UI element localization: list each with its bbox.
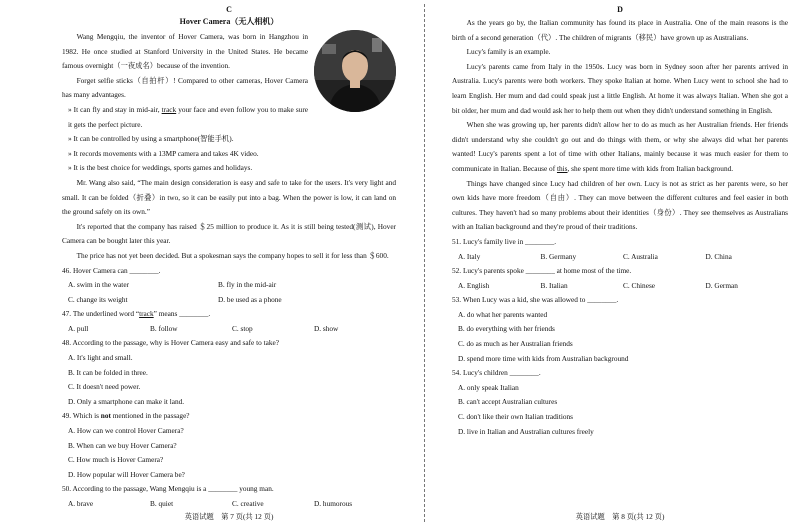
option: A. It's light and small.	[68, 353, 133, 363]
question-52	[452, 264, 788, 293]
option: C. do as much as her Australian friends	[458, 339, 573, 349]
option: D. humorous	[314, 499, 353, 508]
question-stem: 48. According to the passage, why is Hover Camera easy and safe to take?	[62, 338, 280, 348]
option: A. brave	[68, 499, 94, 508]
option: A. only speak Italian	[458, 382, 519, 392]
passage-title: Hover Camera（无人相机）	[179, 17, 279, 26]
page-footer: 英语试题 第 8 页(共 12 页)	[575, 512, 665, 522]
option: D. live in Italian and Australian cultures freely	[458, 426, 594, 436]
stem-text: ” means ________.	[153, 309, 211, 319]
question-stem: 51. Lucy's family live in ________.	[452, 236, 557, 246]
question-stem: 54. Lucy's children ________.	[452, 368, 541, 378]
option: D. How popular will Hover Camera be?	[68, 469, 185, 479]
question-50	[62, 482, 396, 511]
page-footer: 英语试题 第 7 页(共 12 页)	[184, 512, 274, 522]
portrait-illustration	[314, 30, 396, 112]
option: B. do everything with her friends	[458, 324, 555, 334]
paragraph-text: When she was growing up, her parents didn't allow her to do as much as her Australian friends. Her friends didn't understand why she couldn't go out and do things with them, or why she always did what her parents wanted! Lucy's parents spent a lot of time with other Italians, mainly because it was much easier for them to communicate in Italian. Because of	[452, 120, 788, 173]
option: B. When can we buy Hover Camera?	[68, 440, 177, 450]
option: C. change its weight	[68, 294, 128, 304]
option: C. How much is Hover Camera?	[68, 455, 164, 465]
option: B. fly in the mid-air	[218, 280, 277, 290]
option: B. can't accept Australian cultures	[458, 397, 558, 407]
option: C. creative	[232, 499, 264, 508]
page-8	[452, 0, 788, 529]
question-46	[62, 264, 396, 308]
section-label-d: D	[617, 5, 623, 14]
option: B. follow	[150, 323, 178, 333]
underlined-word: track	[139, 309, 154, 319]
question-stem: 53. When Lucy was a kid, she was allowed to ________.	[452, 295, 619, 305]
paragraph: Forget selfie sticks（自拍杆）! Compared to other cameras, Hover Camera has many advantages.	[62, 75, 308, 100]
paragraph: As the years go by, the Italian community has found its place in Australia. One of the main reasons is the birth of a second generation（代）. The children of migrants（移民）have grown up as Australians.	[452, 18, 788, 42]
inventor-photo	[314, 30, 396, 112]
underlined-word: track	[161, 104, 177, 114]
option: D. China	[705, 251, 732, 261]
option: B. Germany	[540, 251, 577, 261]
option: C. stop	[232, 323, 253, 333]
option: B. It can be folded in three.	[68, 367, 148, 377]
option: A. English	[458, 280, 490, 290]
question-51	[452, 235, 788, 264]
question-48	[62, 336, 396, 409]
option: D. spend more time with kids from Australian background	[458, 353, 629, 363]
paragraph: Wang Mengqiu, the inventor of Hover Camera, was born in Hangzhou in 1982. He once studied at Stanford University in the United States. He became famous overnight（一夜成名）because of the invention.	[62, 32, 308, 71]
option: B. Italian	[540, 280, 568, 290]
stem-text: 47. The underlined word “	[62, 309, 140, 319]
bullet-text: your face and even follow you to make sure it gets the perfect picture.	[68, 104, 308, 129]
option: C. Chinese	[623, 280, 656, 290]
paragraph: The price has not yet been decided. But a spokesman says the company hopes to sell it for less than ＄600.	[76, 250, 389, 260]
bullet-text: » It can fly and stay in mid-air,	[68, 104, 162, 114]
section-label-c: C	[226, 5, 232, 14]
paragraph: It's reported that the company has raised ＄25 million to produce it. As it is still being tested(测试), Hover Camera can be bought later this year.	[62, 221, 396, 246]
option: A. Italy	[458, 251, 481, 261]
option: B. quiet	[150, 499, 174, 508]
underlined-word: this	[556, 163, 568, 173]
option: A. pull	[68, 323, 89, 333]
paragraph: Things have changed since Lucy had children of her own. Lucy is not as strict as her parents were, so her own kids have more freedom（自由）. They can move between the different cultures and feel easier in both cultures. They haven't had so many problems about their identities（身份）. They see themselves as Australians with an Italian background and they're proud of their traditions.	[452, 178, 788, 232]
paragraph: Lucy's family is an example.	[466, 47, 551, 57]
question-stem: 46. Hover Camera can ________.	[62, 265, 161, 275]
paragraph: Mr. Wang also said, “The main design consideration is easy and safe to take for the users. It's very light and small. It can be folded（折叠）in two, so it can be easily put into a bag. When the power is low, it can land on the ground safely on its own.”	[62, 177, 396, 217]
question-stem	[62, 409, 396, 424]
option: D. Only a smartphone can make it land.	[68, 396, 185, 406]
option: A. swim in the water	[68, 280, 129, 290]
stem-text: mentioned in the passage?	[110, 411, 190, 421]
option: D. be used as a phone	[218, 294, 282, 304]
option: C. Australia	[623, 251, 658, 261]
option: D. show	[314, 323, 339, 333]
question-stem	[62, 307, 396, 322]
stem-text: 49. Which is	[62, 411, 101, 421]
paragraph: Lucy's parents came from Italy in the 1950s. Lucy was born in Sydney soon after her parents arrived in Australia. Lucy's parents were both workers. They spoke Italian at home. When Lucy went to school she had to learn English. Her mum and dad could speak just a little English. At home it was always Italian. When she got a bit older, her mum and dad would ask her to help them out when they didn't understand something in English.	[452, 61, 788, 115]
bullet-item: » It records movements with a 13MP camera and takes 4K video.	[68, 148, 259, 158]
question-stem: 50. According to the passage, Wang Mengqiu is a ________ young man.	[62, 484, 274, 494]
option: A. How can we control Hover Camera?	[68, 426, 184, 436]
paragraph-text: , she spent more time with kids from Italian background.	[567, 163, 734, 173]
question-47	[62, 307, 396, 336]
page-7	[62, 0, 396, 529]
paragraph	[452, 118, 788, 176]
option: C. It doesn't need power.	[68, 382, 141, 392]
bullet-item: » It can be controlled by using a smartphone(智能手机).	[68, 134, 234, 144]
bullet-item: » It is the best choice for weddings, sports games and holidays.	[68, 163, 253, 173]
option: C. don't like their own Italian traditions	[458, 412, 574, 422]
page-divider	[424, 4, 425, 522]
question-49	[62, 409, 396, 482]
option: D. German	[705, 280, 738, 290]
question-54	[452, 366, 788, 439]
question-53	[452, 293, 788, 366]
option: A. do what her parents wanted	[458, 309, 548, 319]
bold-word: not	[100, 411, 111, 421]
question-stem: 52. Lucy's parents spoke ________ at home most of the time.	[452, 266, 632, 276]
